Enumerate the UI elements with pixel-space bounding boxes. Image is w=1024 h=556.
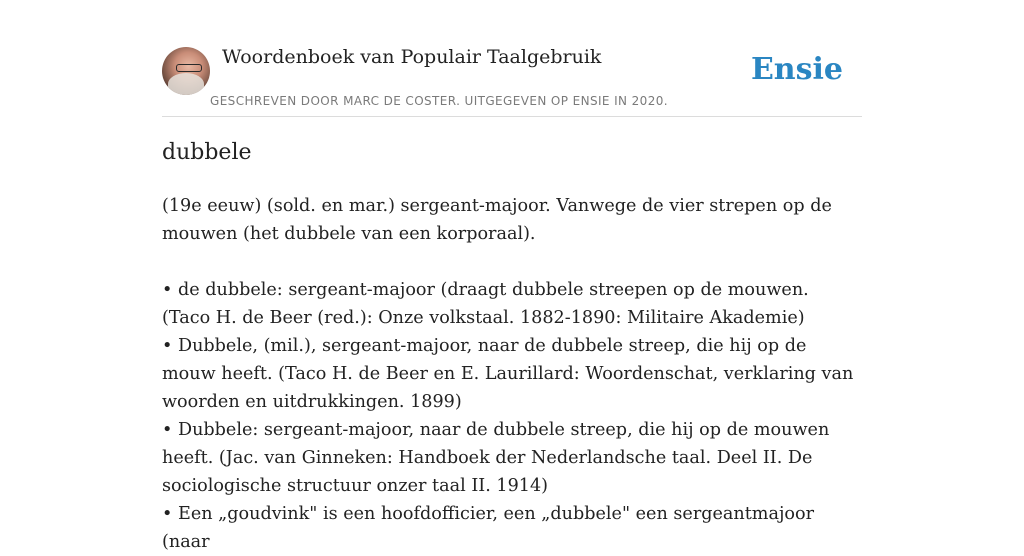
page-container	[162, 0, 862, 552]
quote-item: • Een „goudvink" is een hoofdofficier, een „dubbele" een sergeantmajoor (naar	[162, 504, 815, 552]
quote-item: • de dubbele: sergeant-majoor (draagt dubbele streepen op de mouwen. (Taco H. de Beer (red.): Onze volkstaal. 1882-1890: Militaire Akademie)	[162, 280, 809, 328]
quote-item: • Dubbele: sergeant-majoor, naar de dubbele streep, die hij op de mouwen heeft. (Jac. van Ginneken: Handboek der Nederlandsche taal. Deel II. De sociologische structuur onzer taal II. 1914)	[162, 420, 830, 496]
book-title[interactable]: Woordenboek van Populair Taalgebruik	[222, 46, 602, 68]
paragraph-gap	[162, 248, 862, 276]
avatar-glasses	[176, 64, 202, 72]
entry-title: dubbele	[162, 140, 252, 165]
entry-definition: (19e eeuw) (sold. en mar.) sergeant-majoor. Vanwege de vier strepen op de mouwen (het dubbele van een korporaal).	[162, 196, 832, 244]
ensie-logo-link[interactable]: Ensie	[750, 52, 843, 87]
header	[162, 0, 862, 117]
quote-item: • Dubbele, (mil.), sergeant-majoor, naar de dubbele streep, die hij op de mouw heeft. (Taco H. de Beer en E. Laurillard: Woordenschat, verklaring van woorden en uitdrukkingen. 1899)	[162, 336, 854, 412]
author-avatar[interactable]	[162, 47, 210, 95]
author-byline: GESCHREVEN DOOR MARC DE COSTER. UITGEGEVEN OP ENSIE IN 2020.	[210, 94, 668, 108]
entry-body	[162, 192, 862, 556]
avatar-beard	[168, 73, 204, 95]
